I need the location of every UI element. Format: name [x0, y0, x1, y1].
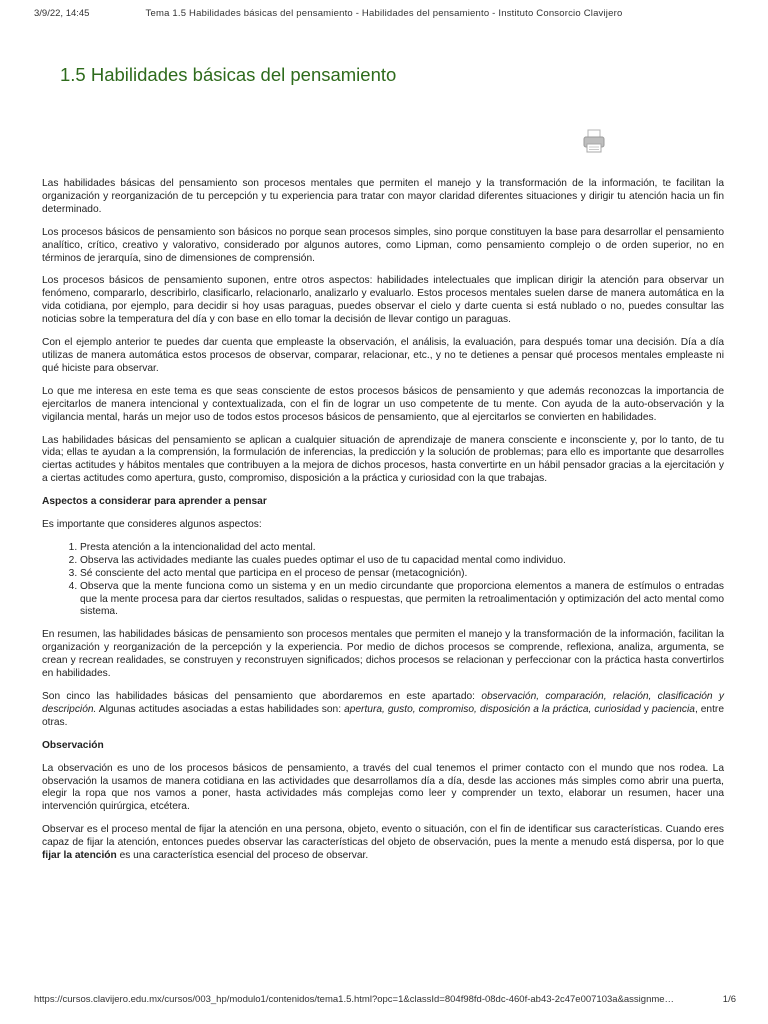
paragraph: Los procesos básicos de pensamiento son básicos no porque sean procesos simples, sino porque constituyen la base para desarrollar el pensamiento analítico, crítico, creativo y valorativo, considerado por algunos autores, como Lipman, como pensamiento complejo o de orden superior, no en términos de jerarquía, sino de dimensiones de comprensión. [42, 226, 724, 264]
print-document-title: Tema 1.5 Habilidades básicas del pensamiento - Habilidades del pensamiento - Instituto Consorcio Clavijero [145, 8, 623, 19]
list-item: 3. Sé consciente del acto mental que participa en el proceso de pensar (metacognición). [80, 568, 724, 581]
attitudes-list: apertura, gusto, compromiso, disposición a la práctica, curiosidad [344, 703, 641, 715]
paragraph: Las habilidades básicas del pensamiento se aplican a cualquier situación de aprendizaje de manera consciente e inconsciente y, por lo tanto, de tu vida; ellas te ayudan a la comprensión, la formulación de inferencias, la predicción y la solución de problemas; para ello es importante que desarrolles ciertas actitudes y hábitos mentales que contribuyen a la mejora de dichos procesos, hasta convertirte en un hábil pensador gracias a la ejercitación y a ciertas actitudes como apertura, gusto, compromiso, disposición a la práctica y curiosidad con la que trabajas. [42, 434, 724, 485]
print-datetime: 3/9/22, 14:45 [34, 8, 90, 19]
text-run: y [640, 703, 652, 715]
skills-list: observación, comparación, relación, clasificación y descripción. [42, 691, 725, 715]
page-number: 1/6 [722, 994, 736, 1005]
section-heading-observacion: Observación [42, 739, 104, 751]
paragraph: Lo que me interesa en este tema es que seas consciente de estos procesos básicos de pensamiento y que además reconozcas la importancia de ejercitarlos de manera intencional y contextualizada, con el fin de lograr un uso competente de tu mente. Con ayuda de la auto-observación y la vigilancia mental, harás un mejor uso de todos estos procesos básicos de pensamiento, que al ejercitarlos se convierten en habilidades. [42, 385, 724, 423]
printer-icon[interactable] [583, 128, 605, 154]
text-run: es una característica esencial del proceso de observar. [116, 850, 369, 862]
paragraph: Los procesos básicos de pensamiento suponen, entre otros aspectos: habilidades intelectuales que implican dirigir la atención para observar un fenómeno, compararlo, describirlo, clasificarlo, relacionarlo, analizarlo y evaluarlo. Estos procesos mentales suelen darse de manera automática en la vida cotidiana, por ejemplo, para decidir si hoy usas paraguas, puedes observar el cielo y darte cuenta si está nublado o no, puedes consultar las noticias sobre la temperatura del día y con base en ello tomar la decisión de llevar contigo un paraguas. [42, 275, 724, 326]
paragraph: En resumen, las habilidades básicas de pensamiento son procesos mentales que permiten el manejo y la transformación de la información, facilitan la organización y reorganización de la percepción y la experiencia. Por medio de dichos procesos se comprende, reflexiona, analiza, argumenta, se crean y recrean realidades, se construyen y reconstruyen significados; dichos procesos se relacionan y perfeccionar con la práctica hasta convertirlos en habilidades. [42, 629, 724, 680]
paragraph-observar [42, 824, 724, 863]
text-run: , entre otras. [42, 703, 724, 728]
attitude-paciencia: paciencia [651, 703, 695, 715]
bold-phrase: fijar la atención [42, 850, 117, 862]
paragraph: La observación es uno de los procesos básicos de pensamiento, a través del cual tenemos el primer contacto con el mundo que nos rodea. La observación la usamos de manera cotidiana en las actividades que desarrollamos día a día, desde las acciones más simples como abrir una puerta, elegir la ropa que nos vamos a poner, hasta actividades más complejas como leer y comprender un texto, elaborar un resumen, hacer una intervención quirúrgica, etcétera. [42, 762, 724, 813]
list-item: 2. Observa las actividades mediante las cuales puedes optimar el uso de tu capacidad mental como individuo. [80, 555, 724, 568]
article-body [42, 178, 724, 873]
list-item: 4. Observa que la mente funciona como un sistema y en un medio circundante que proporciona elementos a manera de estímulos o entradas que la mente procesa para dar ciertos resultados, salidas o respuestas, que permiten la retroalimentación y optimización del acto mental como sistema. [80, 581, 724, 620]
section-heading-aspectos: Aspectos a considerar para aprender a pensar [42, 496, 267, 508]
paragraph: Es importante que consideres algunos aspectos: [42, 519, 262, 531]
paragraph: Las habilidades básicas del pensamiento son procesos mentales que permiten el manejo y la transformación de la información, te facilitan la organización y reorganización de tu percepción y tu experiencia para tratar con mayor claridad diferentes situaciones y dirigir tu atención hacia un fin determinado. [42, 178, 724, 215]
page-title: 1.5 Habilidades básicas del pensamiento [60, 64, 397, 85]
paragraph-skills [42, 691, 724, 730]
paragraph: Con el ejemplo anterior te puedes dar cuenta que empleaste la observación, el análisis, la evaluación, para después tomar una decisión. Día a día utilizas de manera automática estos procesos de observar, comparar, relacionar, etc., y no te detienes a pensar qué procesos mentales empleaste ni qué hiciste para observar. [42, 337, 724, 374]
page-url: https://cursos.clavijero.edu.mx/cursos/003_hp/modulo1/contenidos/tema1.5.html?opc=1&classId=804f98fd-08dc-460f-ab43-2c47e007103a&assignme… [34, 994, 675, 1005]
text-run: Observar es el proceso mental de fijar la atención en una persona, objeto, evento o situación, con el fin de identificar sus características. Cuando eres capaz de fijar la atención, entonces puedes observar las características del objeto de observación, pues la mente a menudo está dispersa, por lo que [42, 824, 724, 849]
list-item: 1. Presta atención a la intencionalidad del acto mental. [80, 542, 724, 555]
aspects-list [42, 542, 724, 619]
text-run: Son cinco las habilidades básicas del pensamiento que abordaremos en este apartado: [42, 691, 482, 702]
print-header [0, 0, 768, 30]
text-run: Algunas actitudes asociadas a estas habilidades son: [96, 703, 345, 715]
